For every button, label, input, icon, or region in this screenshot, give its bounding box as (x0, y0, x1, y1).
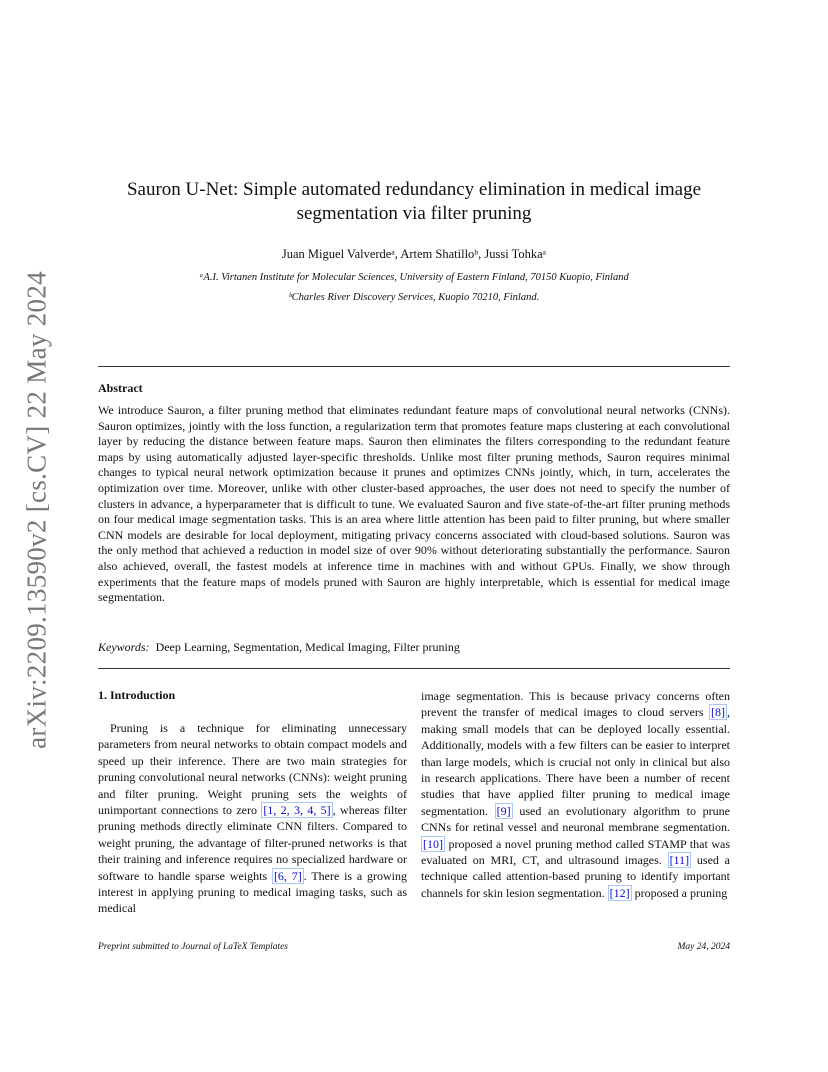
left-text-2: , whereas filter pruning methods directly eliminate CNN filters. Compared to weight pruning, the advantage of filter-pruned networks is that their training and inference requires no specialized hardware or software to handle sparse weights (98, 803, 407, 883)
arxiv-identifier (16, 271, 58, 749)
affiliation-a: ᵃA.I. Virtanen Institute for Molecular Sciences, University of Eastern Finland, 70150 Kuopio, Finland (199, 272, 629, 283)
abstract-text: We introduce Sauron, a filter pruning method that eliminates redundant feature maps of convolutional neural networks (CNNs). Sauron optimizes, jointly with the loss function, a regularization term that promotes feature maps clustering at each convolutional layer by reducing the distance between feature maps. Sauron then eliminates the filters corresponding to the redundant feature maps by using automatically adjusted layer-specific thresholds. Unlike most filter pruning methods, Sauron requires minimal changes to typical neural network optimization because it prunes and optimizes CNNs jointly, which, in turn, accelerates the optimization over time. Moreover, unlike with other cluster-based approaches, the user does not need to specify the number of clusters in advance, a hyperparameter that is difficult to tune. We evaluated Sauron and five state-of-the-art filter pruning methods on four medical image segmentation tasks. This is an area where little attention has been paid to filter pruning, but where smaller CNN models are desirable for local deployment, mitigating privacy concerns associated with cloud-based solutions. Sauron was the only method that achieved a reduction in model size of over 90% without deteriorating substantially the performance. Sauron also achieved, overall, the fastest models at inference time in machines with and without GPUs. Finally, we show through experiments that the feature maps of models pruned with Sauron are highly interpretable, which is essential for medical image segmentation. (98, 403, 730, 605)
keywords-list: Deep Learning, Segmentation, Medical Imaging, Filter pruning (155, 640, 460, 654)
section-heading-introduction: 1. Introduction (98, 688, 176, 702)
citation-link[interactable]: [11] (669, 853, 690, 868)
footer-date: May 24, 2024 (677, 942, 730, 952)
citation-link[interactable]: [6, 7] (273, 868, 302, 883)
paper-title (98, 178, 730, 226)
arxiv-id-text: arXiv:2209.13590v2 [cs.CV] 22 May 2024 (21, 271, 52, 749)
citation-link[interactable]: [8] (711, 705, 725, 720)
citation-link[interactable]: [9] (496, 803, 511, 818)
abstract-heading: Abstract (98, 381, 143, 395)
footer-journal: Preprint submitted to Journal of LaTeX Templates (98, 942, 289, 952)
citation-link[interactable]: [12] (609, 885, 630, 900)
keywords-label: Keywords: (98, 640, 150, 654)
author-list: Juan Miguel Valverdeᵃ, Artem Shatilloᵇ, Jussi Tohkaᵃ (281, 247, 547, 261)
bottom-divider (98, 668, 730, 669)
keywords-line (98, 640, 730, 655)
title-line-1: Sauron U-Net: Simple automated redundancy elimination in medical image (126, 179, 702, 200)
intro-left-column (98, 720, 407, 917)
citation-link[interactable]: [10] (423, 836, 443, 851)
top-divider (98, 366, 730, 367)
right-text-4: proposed a novel pruning method called STAMP that was evaluated on MRI, CT, and ultrasound images. (421, 836, 730, 868)
affiliation-b: ᵇCharles River Discovery Services, Kuopio 70210, Finland. (288, 292, 540, 303)
left-text-3: . There is a growing interest in applying pruning to medical imaging tasks, such as medical (98, 868, 408, 916)
right-text-6: proposed a pruning (631, 885, 728, 900)
right-text-3: used an evolutionary algorithm to prune CNNs for retinal vessel and neuronal membrane segmentation. (421, 803, 731, 835)
right-text-1: image segmentation. This is because privacy concerns often prevent the transfer of medical images to cloud servers (421, 689, 730, 720)
citation-link[interactable]: [1, 2, 3, 4, 5] (263, 803, 331, 818)
right-text-2: , making small models that can be deployed locally essential. Additionally, models with a few filters can be easier to interpret than large models, which is crucial not only in clinical but also in research applications. There have been a number of recent studies that have applied filter pruning to medical image segmentation. (421, 705, 730, 818)
title-line-2: segmentation via filter pruning (296, 203, 532, 224)
left-text-1: Pruning is a technique for eliminating unnecessary parameters from neural networks to obtain compact models and speed up their inference. There are two main strategies for pruning convolutional neural networks (CNNs): weight pruning and filter pruning. Weight pruning sets the weights of unimportant connections to zero (98, 721, 407, 818)
intro-right-column (421, 688, 730, 901)
right-text-5: used a technique called attention-based pruning to identify important channels for skin lesion segmentation. (421, 853, 731, 900)
